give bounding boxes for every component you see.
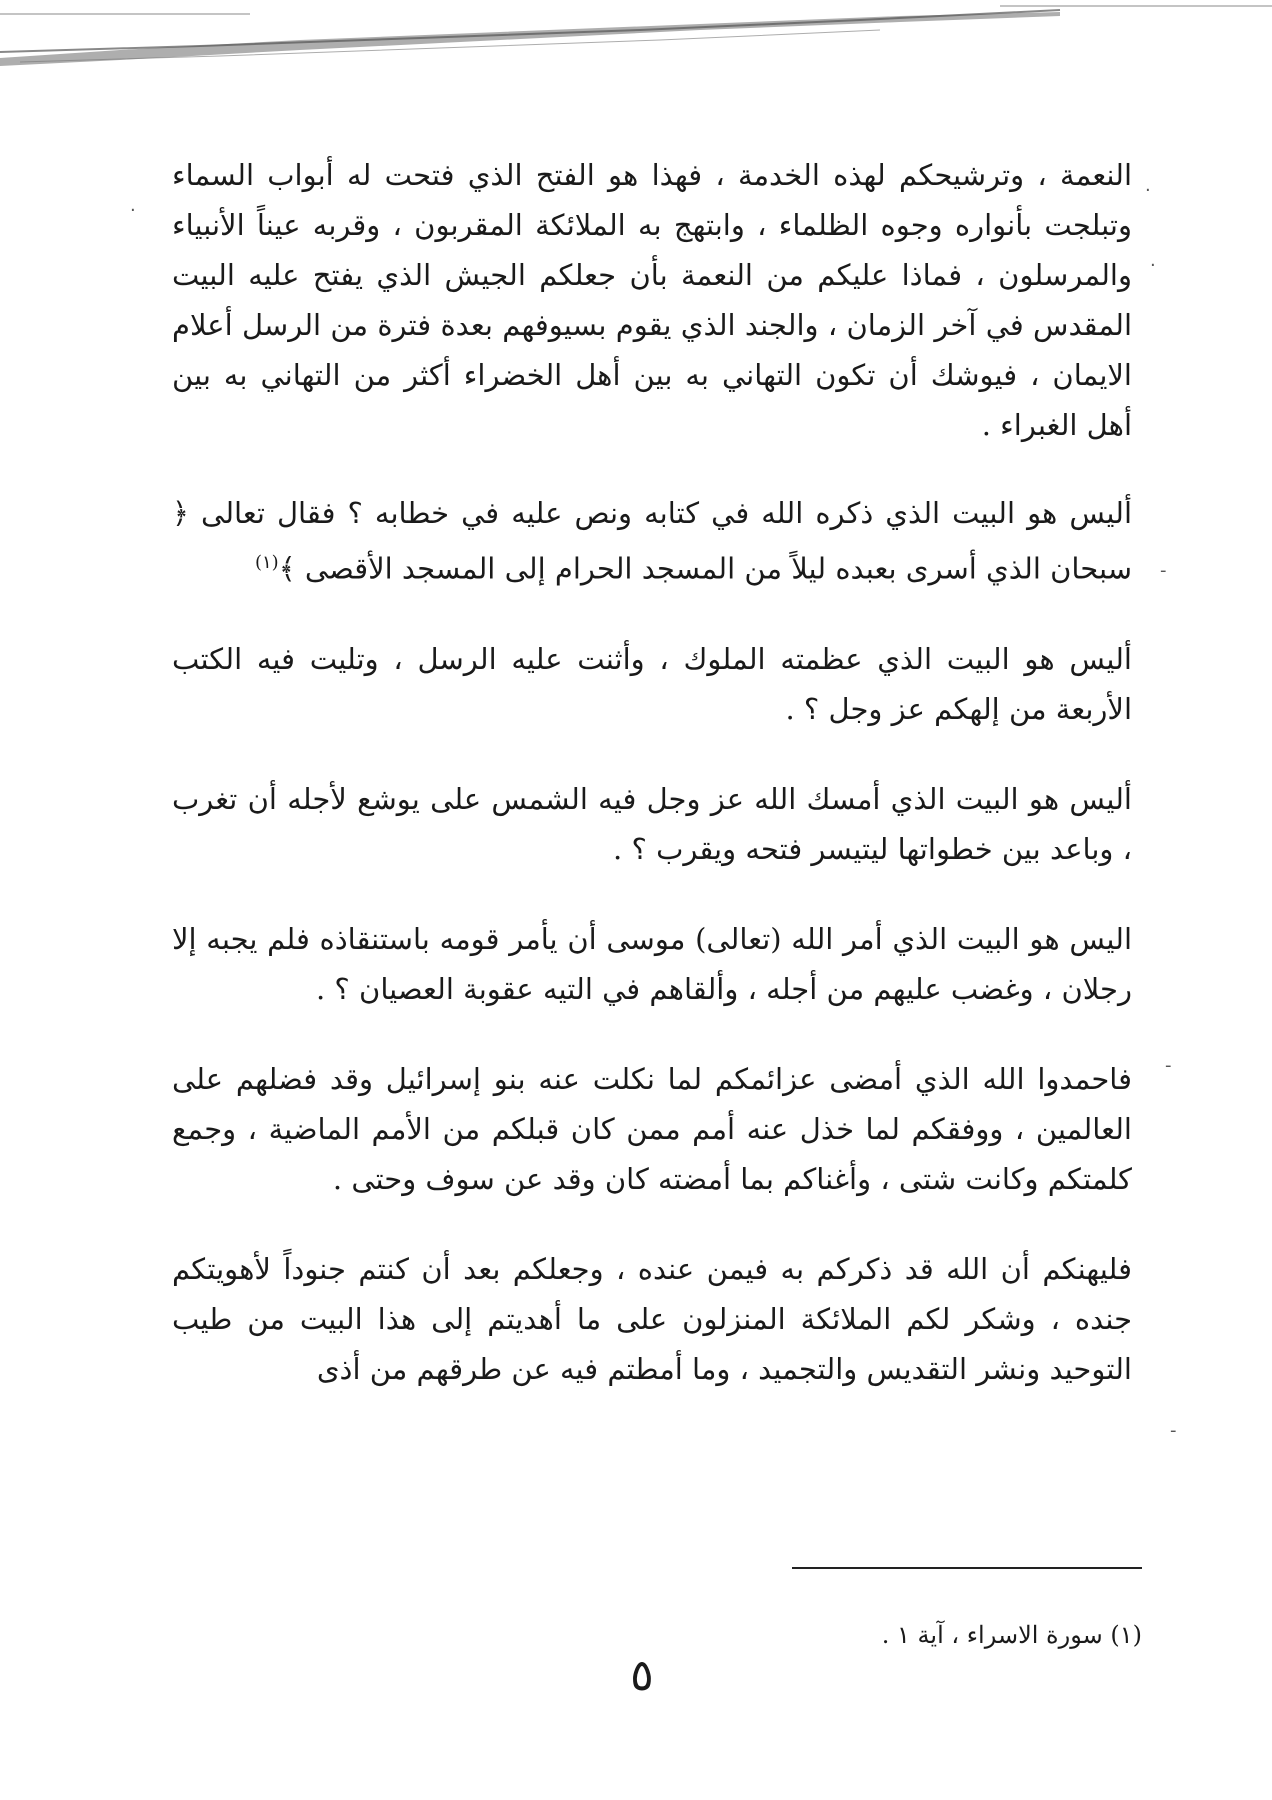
paragraph-7	[172, 1244, 1132, 1394]
paragraph-text	[172, 488, 1132, 594]
paragraph-2	[172, 488, 1132, 594]
paragraph-text: اليس هو البيت الذي أمر الله (تعالى) موسى أن يأمر قومه باستنقاذه فلم يجبه إلا رجلان ، وغضب عليهم من أجله ، وألقاهم في التيه عقوبة العصيان ؟ .	[172, 921, 1132, 1006]
scan-header-smear	[0, 0, 1272, 90]
paragraph-text-span: أليس هو البيت الذي ذكره الله في كتابه ونص عليه في خطابه ؟ فقال تعالى ﴿ سبحان الذي أسرى بعبده ليلاً من المسجد الحرام إلى المسجد الأقصى ﴾	[172, 496, 1132, 586]
paragraph-1	[172, 150, 1132, 450]
paragraph-text: فليهنكم أن الله قد ذكركم به فيمن عنده ، وجعلكم بعد أن كنتم جنوداً لأهويتكم جنده ، وشكر لكم الملائكة المنزلون على ما أهديتم إلى هذا البيت من طيب التوحيد ونشر التقديس والتجميد ، وما أمطتم فيه عن طرقهم من أذى	[172, 1251, 1132, 1386]
paragraph-5	[172, 914, 1132, 1014]
paragraph-text: فاحمدوا الله الذي أمضى عزائمكم لما نكلت عنه بنو إسرائيل وقد فضلهم على العالمين ، ووفقكم لما خذل عنه أمم ممن كان قبلكم من الأمم الماضية ، وجمع كلمتكم وكانت شتى ، وأغناكم بما أمضته كان وقد عن سوف وحتى .	[172, 1061, 1132, 1196]
paragraph-3	[172, 634, 1132, 734]
footnote-divider	[792, 1567, 1142, 1569]
footnote: (١) سورة الاسراء ، آية ١ .	[881, 1621, 1142, 1649]
paragraph-6	[172, 1054, 1132, 1204]
footnote-marker: (١)	[254, 552, 279, 573]
page-number: ٥	[630, 1650, 654, 1701]
scan-dot: -	[1165, 1055, 1172, 1076]
scan-dot: ·	[130, 200, 136, 221]
body-text	[172, 150, 1132, 1434]
paragraph-text: أليس هو البيت الذي عظمته الملوك ، وأثنت عليه الرسل ، وتليت فيه الكتب الأربعة من إلهكم عز وجل ؟ .	[172, 641, 1132, 726]
scan-dot: ·	[1145, 180, 1151, 201]
scan-dot: -	[1170, 1420, 1177, 1441]
paragraph-text: أليس هو البيت الذي أمسك الله عز وجل فيه الشمس على يوشع لأجله أن تغرب ، وباعد بين خطواتها ليتيسر فتحه ويقرب ؟ .	[172, 781, 1132, 866]
paragraph-4	[172, 774, 1132, 874]
scan-dot: -	[1160, 560, 1167, 581]
scan-dot: ·	[1150, 255, 1156, 276]
paragraph-text: النعمة ، وترشيحكم لهذه الخدمة ، فهذا هو الفتح الذي فتحت له أبواب السماء وتبلجت بأنواره وجوه الظلماء ، وابتهج به الملائكة المقربون ، وقربه عيناً الأنبياء والمرسلون ، فماذا عليكم من النعمة بأن جعلكم الجيش الذي يفتح عليه البيت المقدس في آخر الزمان ، والجند الذي يقوم بسيوفهم بعدة فترة من الرسل أعلام الايمان ، فيوشك أن تكون التهاني به بين أهل الخضراء أكثر من التهاني به بين أهل الغبراء .	[172, 158, 1132, 442]
